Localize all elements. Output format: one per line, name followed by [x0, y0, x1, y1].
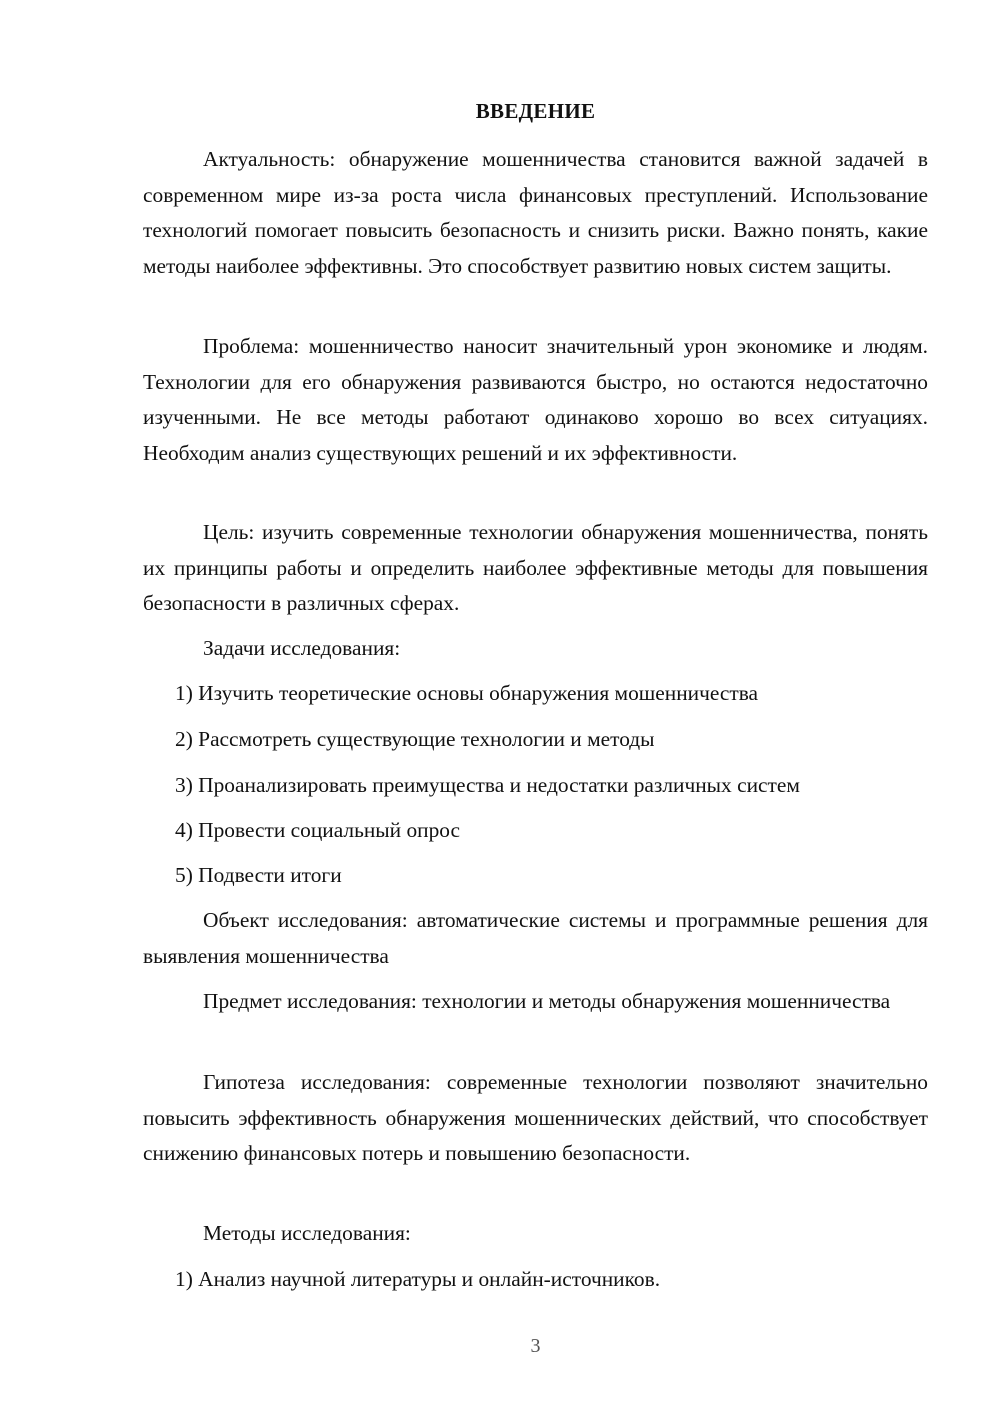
- paragraph-hypothesis: Гипотеза исследования: современные технологии позволяют значительно повысить эффективность обнаружения мошеннических действий, что способствует снижению финансовых потерь и повышению безопасности.: [143, 1070, 928, 1166]
- paragraph-object: Объект исследования: автоматические системы и программные решения для выявления мошенничества: [143, 908, 928, 968]
- paragraph-subject: Предмет исследования: технологии и методы обнаружения мошенничества: [203, 989, 891, 1013]
- document-page: [143, 0, 928, 1414]
- methods-heading: Методы исследования:: [203, 1221, 411, 1245]
- paragraph-problem: Проблема: мошенничество наносит значительный урон экономике и людям. Технологии для его обнаружения развиваются быстро, но остаются недостаточно изученными. Не все методы работают одинаково хорошо во всех ситуациях. Необходим анализ существующих решений и их эффективности.: [143, 334, 928, 465]
- task-item: 5) Подвести итоги: [175, 863, 342, 887]
- tasks-heading: Задачи исследования:: [203, 636, 401, 660]
- task-item: 4) Провести социальный опрос: [175, 818, 461, 842]
- section-title: ВВЕДЕНИЕ: [475, 99, 596, 123]
- method-item: 1) Анализ научной литературы и онлайн-источников.: [175, 1267, 661, 1291]
- task-item: 3) Проанализировать преимущества и недостатки различных систем: [175, 773, 800, 797]
- paragraph-goal: Цель: изучить современные технологии обнаружения мошенничества, понять их принципы работы и определить наиболее эффективные методы для повышения безопасности в различных сферах.: [143, 520, 928, 616]
- task-item: 1) Изучить теоретические основы обнаружения мошенничества: [175, 681, 759, 705]
- task-item: 2) Рассмотреть существующие технологии и методы: [175, 727, 655, 751]
- paragraph-relevance: Актуальность: обнаружение мошенничества становится важной задачей в современном мире из-за роста числа финансовых преступлений. Использование технологий помогает повысить безопасность и снизить риски. Важно понять, какие методы наиболее эффективны. Это способствует развитию новых систем защиты.: [143, 147, 928, 278]
- page-number: 3: [530, 1335, 541, 1357]
